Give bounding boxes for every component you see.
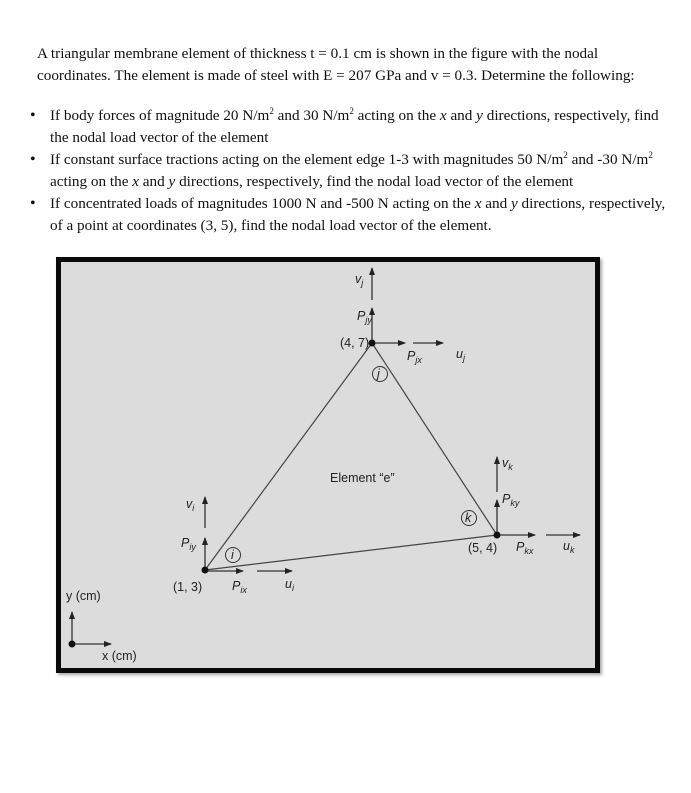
triangle-element: [205, 343, 497, 570]
question-body-forces: • If body forces of magnitude 20 $N/m^2$ and 30 $N/m^2$ acting on the x and y directions, respectively, find the nodal load vector of the element: [30, 105, 680, 149]
svg-text:vi: $v_i$: [186, 497, 195, 513]
node-j-coords: (4, 7): [340, 336, 370, 350]
element-label: Element “e”: [330, 471, 395, 485]
svg-text:Pjy: $P_{jy}$: [357, 309, 372, 325]
problem-intro: [37, 43, 677, 87]
node-j: [340, 268, 466, 382]
intro-line-2: coordinates. The element is made of steel with E = 207 GPa and v = 0.3. Determine the following:: [37, 67, 635, 84]
svg-text:uk: $u_k$: [563, 539, 575, 555]
y-axis-label: y (cm): [66, 589, 101, 603]
svg-text:Pky: $P_{ky}$: [502, 492, 520, 508]
intro-line-1: A triangular membrane element of thickness t = 0.1 cm is shown in the figure with the nodal: [37, 45, 599, 62]
triangular-element-figure: [56, 257, 600, 673]
svg-text:j: j: [377, 367, 380, 381]
node-j-id-circle: [373, 367, 388, 382]
node-k: [462, 456, 581, 556]
question-list: [30, 105, 680, 237]
svg-text:Piy: $P_{iy}$: [181, 536, 196, 552]
question-surface-tractions: • If constant surface tractions acting on the element edge 1-3 with magnitudes 50 $N/m^2$ and -30 $N/m^2$ acting on the x and y directions, respectively, find the nodal load vector of the element: [30, 149, 680, 193]
svg-text:uj: $u_j$: [456, 347, 465, 363]
svg-text:Pjx: $P_{jx}$: [407, 349, 422, 365]
svg-text:Pix: $P_{ix}$: [232, 579, 247, 595]
node-i-coords: (1, 3): [173, 580, 203, 594]
node-k-coords: (5, 4): [468, 541, 498, 555]
node-i: [173, 497, 295, 595]
svg-text:k: k: [465, 511, 472, 525]
svg-text:vk: $v_k$: [502, 456, 513, 472]
coordinate-axes: [66, 589, 137, 663]
svg-text:Pkx: $P_{kx}$: [516, 540, 534, 556]
svg-text:i: i: [231, 548, 234, 562]
svg-text:vj: $v_j$: [355, 272, 364, 288]
question-concentrated-loads: • If concentrated loads of magnitudes 1000 N and -500 N acting on the x and y directions, respectively, of a point at coordinates (3, 5), find the nodal load vector of the element.: [30, 193, 680, 237]
x-axis-label: x (cm): [102, 649, 137, 663]
svg-text:ui: $u_i$: [285, 577, 294, 593]
